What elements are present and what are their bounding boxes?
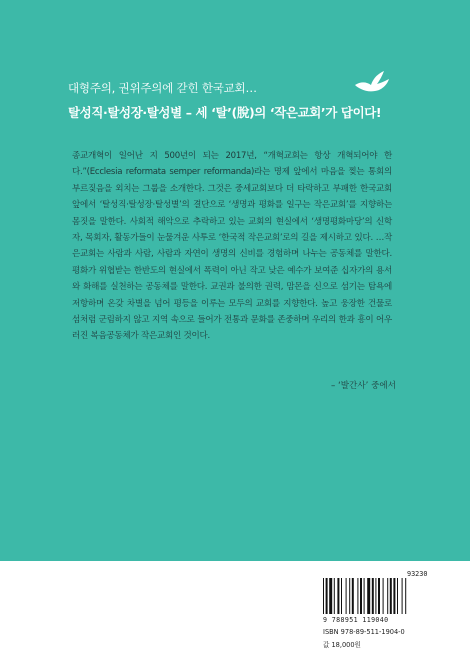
barcode-bar — [349, 578, 350, 614]
barcode-bar — [337, 578, 339, 614]
barcode-bar — [372, 578, 374, 614]
barcode-bar — [352, 578, 354, 614]
isbn-label: ISBN 978-89-511-1904-0 — [323, 628, 405, 636]
barcode-bar — [383, 578, 384, 614]
barcode-bar — [387, 578, 388, 614]
price-label: 값 18,000원 — [323, 641, 361, 649]
barcode-bar — [334, 578, 335, 614]
barcode-bar — [378, 578, 380, 614]
attribution: – ‘발간사’ 중에서 — [330, 381, 396, 391]
barcode-bar — [393, 578, 395, 614]
barcode-bar — [390, 578, 392, 614]
barcode-bar — [341, 578, 342, 614]
barcode-bar — [402, 578, 403, 614]
barcode-bar — [326, 578, 328, 614]
dove-icon — [353, 70, 391, 96]
barcode-bar — [360, 578, 362, 614]
barcode-bar — [405, 578, 406, 614]
barcode-bar — [397, 578, 398, 614]
barcode-bar — [346, 578, 347, 614]
barcode-addon-number: 93230 — [407, 570, 428, 578]
description-block — [72, 148, 392, 345]
barcode-digits: 9 788951 119040 — [323, 616, 389, 624]
barcode-bar — [375, 578, 376, 614]
headline-line-1: 대형주의, 권위주의에 갇힌 한국교회… — [68, 81, 257, 95]
barcode-icon — [321, 578, 429, 615]
barcode-bar — [357, 578, 358, 614]
headline-line-2: 탈성직·탈성장·탈성별 – 세 ‘탈’(脫)의 ‘작은교회’가 답이다! — [68, 105, 382, 120]
barcode-bar — [367, 578, 370, 614]
barcode-bar — [329, 578, 332, 614]
description-paragraph: 종교개혁이 일어난 지 500년이 되는 2017년, “개혁교회는 항상 개혁되어야 한다.”(Ecclesia reformata semper reformanda)라는 명제 앞에서 마음을 찢는 통회의 부르짖음을 외치는 그룹을 소개한다. 그것은 중세교회보다 더 타락하고 부패한 한국교회 앞에서 ‘탈성직·탈성장·탈성별’의 결단으로 ‘생명과 평화를 일구는 작은교회’를 지향하는 몸짓을 말한다. 사회적 해악으로 추락하고 있는 교회의 현실에서 ‘생명평화마당’의 신학자, 목회자, 활동가들이 눈물겨운 사투로 ‘한국적 작은교회’로의 길을 제시하고 있다. …작은교회는 사람과 사람, 사람과 자연이 생명의 신비를 경험하며 나누는 공동체를 말한다. 평화가 위협받는 한반도의 현실에서 폭력이 아닌 작고 낮은 예수가 보여준 십자가의 용서와 화해를 실천하는 공동체를 말한다. 교권과 불의한 권력, 맘몬을 신으로 섬기는 탐욕에 저항하며 온갖 차별을 넘어 평등을 이루는 모두의 교회를 지향한다. 높고 웅장한 건물로 섬처럼 군림하지 않고 지역 속으로 들어가 전통과 문화를 존중하며 우리의 한과 흥이 어우러진 복음공동체가 작은교회인 것이다. — [72, 151, 392, 342]
barcode-bar — [323, 578, 324, 614]
barcode-bar — [364, 578, 365, 614]
